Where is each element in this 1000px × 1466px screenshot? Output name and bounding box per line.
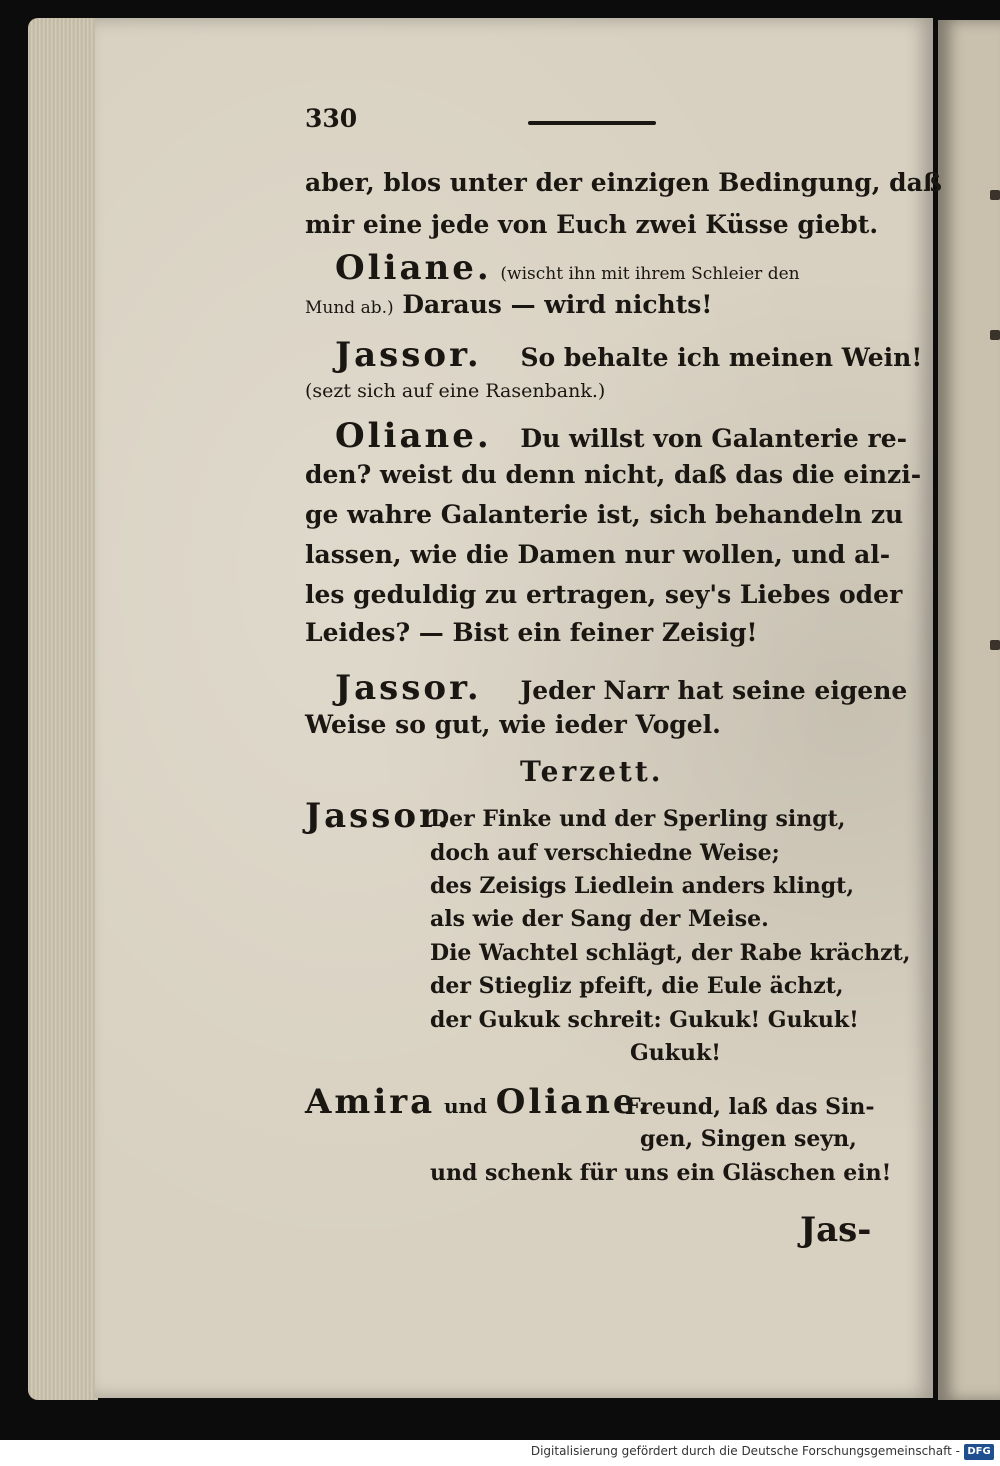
dialogue-line	[335, 416, 907, 456]
page-stack-edge	[28, 18, 98, 1400]
song-title: Terzett.	[520, 755, 664, 788]
next-page-edge	[938, 20, 1000, 1400]
header-rule	[528, 121, 656, 125]
running-header	[305, 104, 880, 134]
text-line: den? weist du denn nicht, daß das die einzi-	[305, 460, 922, 489]
speech-text: Daraus — wird nichts!	[402, 290, 713, 319]
stage-direction: (sezt sich auf eine Rasenbank.)	[305, 380, 606, 402]
speaker-name: Jassor.	[335, 668, 482, 708]
speaker-name: Amira	[305, 1082, 436, 1122]
speech-text: Jeder Narr hat seine eigene	[520, 676, 908, 705]
next-page-glyph	[990, 640, 1000, 650]
verse-line: Gukuk!	[630, 1040, 721, 1066]
text-line: les geduldig zu ertragen, sey's Liebes oder	[305, 580, 903, 609]
speaker-name: Oliane.	[495, 1082, 653, 1122]
dialogue-line	[335, 248, 800, 288]
page-number: 330	[305, 104, 358, 133]
verse-line: als wie der Sang der Meise.	[430, 906, 769, 932]
verse-line: der Gukuk schreit: Gukuk! Gukuk!	[430, 1007, 859, 1033]
catchword: Jas-	[800, 1210, 872, 1250]
text-line: lassen, wie die Damen nur wollen, und al-	[305, 540, 891, 569]
stage-direction: (wischt ihn mit ihrem Schleier den	[500, 264, 800, 284]
verse-line: der Stiegliz pfeift, die Eule ächzt,	[430, 973, 844, 999]
footer-bar	[0, 1440, 1000, 1466]
text-line: Leides? — Bist ein feiner Zeisig!	[305, 618, 758, 647]
speaker-name: Jassor.	[335, 335, 482, 375]
dfg-logo: DFG	[964, 1444, 994, 1460]
footer-credit: Digitalisierung gefördert durch die Deutsche Forschungsgemeinschaft -	[530, 1444, 960, 1458]
verse-line: doch auf verschiedne Weise;	[430, 840, 780, 866]
verse-line: des Zeisigs Liedlein anders klingt,	[430, 873, 855, 899]
conjunction: und	[443, 1094, 488, 1118]
text-line: Weise so gut, wie ieder Vogel.	[305, 710, 721, 739]
speech-text: Du willst von Galanterie re-	[520, 424, 907, 453]
dialogue-line	[335, 335, 922, 375]
stage-direction: Mund ab.)	[305, 298, 394, 318]
speaker-name: Oliane.	[335, 248, 492, 288]
text-line: mir eine jede von Euch zwei Küsse giebt.	[305, 210, 879, 239]
text-line: ge wahre Galanterie ist, sich behandeln zu	[305, 500, 904, 529]
dialogue-line	[305, 1082, 652, 1122]
speaker-name: Jassor.	[305, 796, 452, 836]
verse-line: Die Wachtel schlägt, der Rabe krächzt,	[430, 940, 911, 966]
next-page-glyph	[990, 330, 1000, 340]
dialogue-line	[305, 290, 712, 319]
speaker-name: Oliane.	[335, 416, 492, 456]
verse-line: Freund, laß das Sin-	[625, 1094, 875, 1120]
verse-line: gen, Singen seyn,	[640, 1126, 857, 1152]
text-line: aber, blos unter der einzigen Bedingung, daß	[305, 168, 942, 197]
next-page-glyph	[990, 190, 1000, 200]
verse-line: und schenk für uns ein Gläschen ein!	[430, 1160, 892, 1186]
dialogue-line	[335, 668, 907, 708]
verse-line: Der Finke und der Sperling singt,	[430, 806, 846, 832]
speech-text: So behalte ich meinen Wein!	[520, 343, 923, 372]
